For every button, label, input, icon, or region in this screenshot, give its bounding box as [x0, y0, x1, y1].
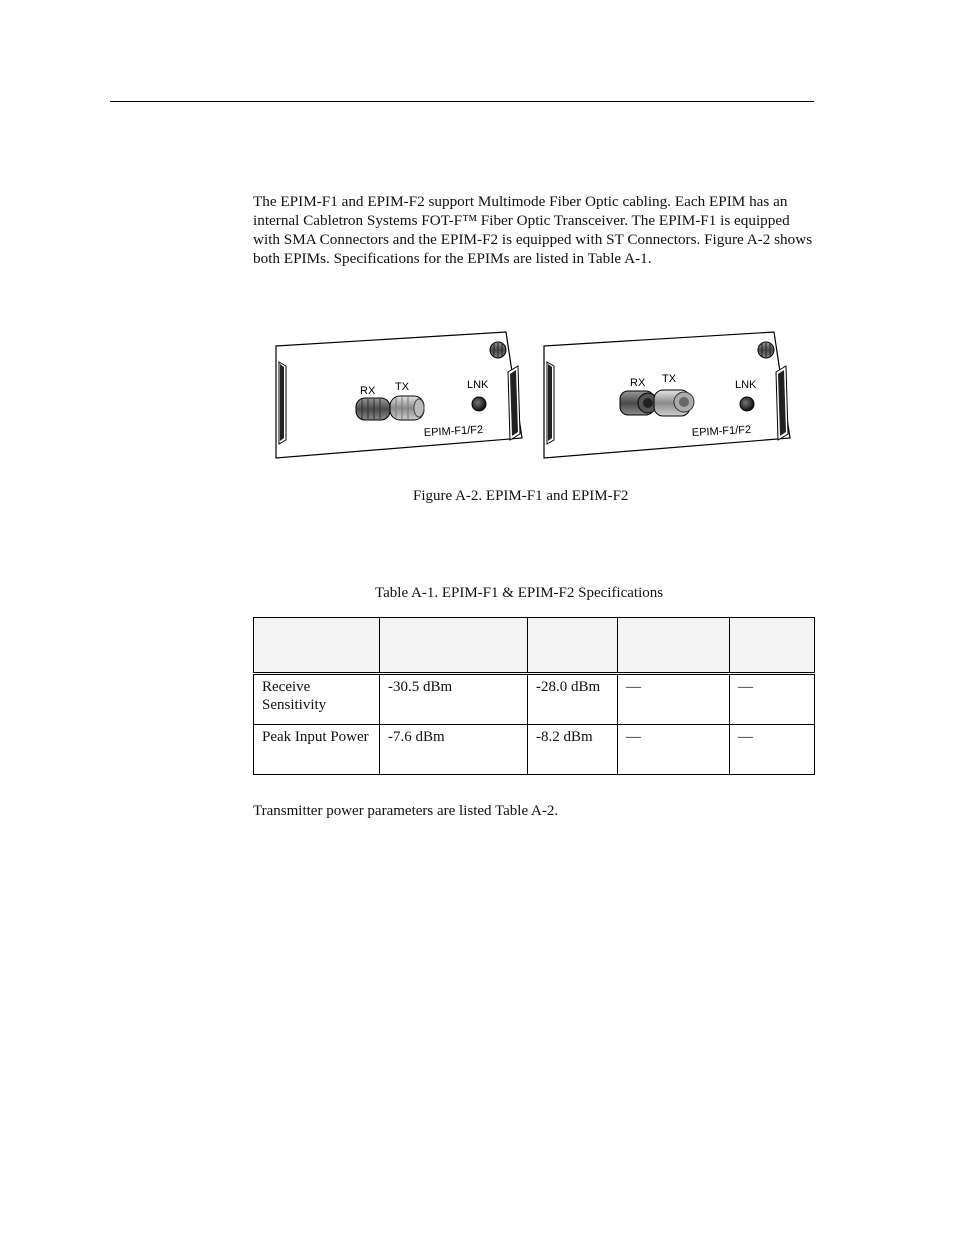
- specifications-table: [253, 617, 815, 775]
- table-header-cell: [730, 618, 815, 674]
- closing-text: Transmitter power parameters are listed Table A-2.: [253, 803, 559, 819]
- table-header-cell: [528, 618, 618, 674]
- table-cell: —: [618, 725, 730, 775]
- thumbscrew-icon: [490, 342, 506, 358]
- tx-st-connector-icon: [654, 390, 694, 416]
- lnk-led-icon: [740, 397, 754, 411]
- rx-st-connector-icon: [620, 391, 658, 415]
- table-cell: —: [730, 674, 815, 725]
- table-caption: Table A-1. EPIM-F1 & EPIM-F2 Specifications: [375, 585, 664, 601]
- module-label: EPIM-F1/F2: [423, 423, 484, 439]
- table-cell: -8.2 dBm: [528, 725, 618, 775]
- intro-paragraph: The EPIM-F1 and EPIM-F2 support Multimode Fiber Optic cabling. Each EPIM has an internal Cabletron Systems FOT-F™ Fiber Optic Transceiver. The EPIM-F1 is equipped with SMA Connectors and the EPIM-F2 is equipped with ST Connectors. Figure A-2 shows both EPIMs. Specifications for the EPIMs are listed in Table A-1.: [253, 193, 813, 267]
- table-header-cell: [254, 618, 380, 674]
- table-header-cell: [380, 618, 528, 674]
- table-cell: Receive Sensitivity: [254, 674, 380, 725]
- tx-label: TX: [395, 381, 410, 393]
- epim-f1-module: [276, 332, 522, 458]
- table-cell: -28.0 dBm: [528, 674, 618, 725]
- table-header-cell: [618, 618, 730, 674]
- lnk-led-icon: [472, 397, 486, 411]
- epim-figure: [272, 328, 796, 460]
- table-header-row: [254, 618, 815, 674]
- tx-sma-connector-icon: [390, 396, 424, 420]
- table-cell: —: [730, 725, 815, 775]
- table-cell: Peak Input Power: [254, 725, 380, 775]
- tx-label: TX: [662, 373, 677, 385]
- figure-caption: Figure A-2. EPIM-F1 and EPIM-F2: [413, 488, 629, 504]
- table-cell: —: [618, 674, 730, 725]
- table-cell: -30.5 dBm: [380, 674, 528, 725]
- rx-label: RX: [630, 377, 646, 389]
- table-row: [254, 674, 815, 725]
- rx-sma-connector-icon: [356, 398, 390, 420]
- epim-f2-module: [544, 332, 790, 458]
- lnk-label: LNK: [467, 379, 489, 391]
- thumbscrew-icon: [758, 342, 774, 358]
- rx-label: RX: [360, 385, 376, 397]
- table-cell: -7.6 dBm: [380, 725, 528, 775]
- header-rule: [110, 101, 814, 102]
- module-label: EPIM-F1/F2: [691, 423, 752, 439]
- table-row: [254, 725, 815, 775]
- lnk-label: LNK: [735, 379, 757, 391]
